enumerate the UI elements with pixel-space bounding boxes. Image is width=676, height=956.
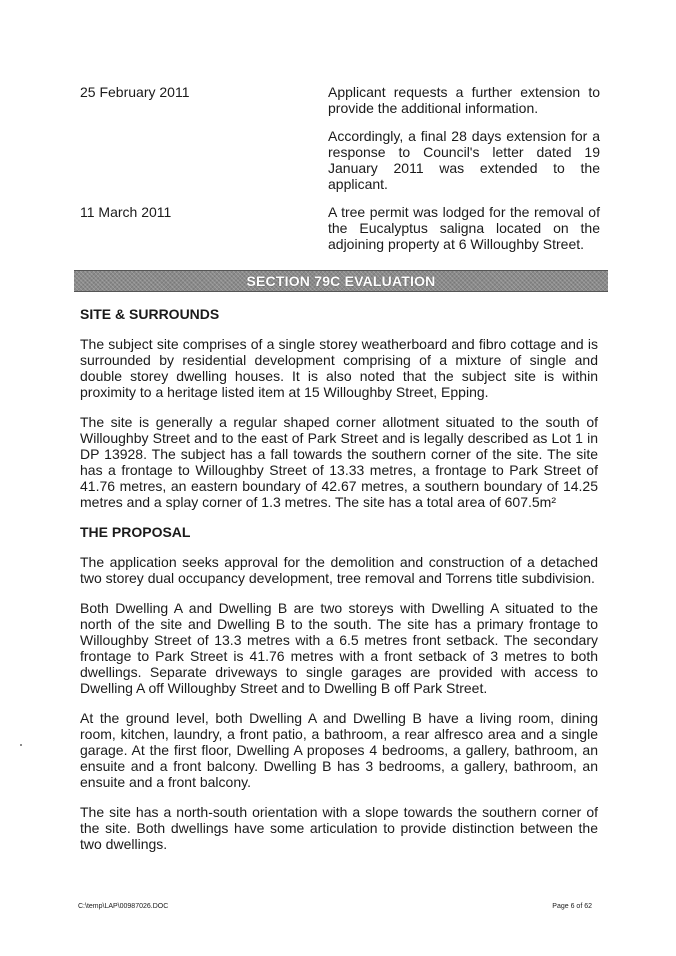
timeline-table [80,84,600,264]
timeline-row [80,84,600,204]
body-paragraph: The site has a north-south orientation with a slope towards the southern corner of the site. Both dwellings have some articulation to provide distinction between the two dwellings. [80,804,598,852]
timeline-paragraph: Accordingly, a final 28 days extension for a response to Council's letter dated 19 January 2011 was extended to the applicant. [328,128,600,192]
main-content [80,306,598,866]
body-paragraph: Both Dwelling A and Dwelling B are two storeys with Dwelling A situated to the north of the site and Dwelling B to the south. The site has a primary frontage to Willoughby Street of 13.3 metres with a 6.5 metres front setback. The secondary frontage to Park Street is 41.76 metres with a front setback of 3 metres to both dwellings. Separate driveways to single garages are provided with access to Dwelling A off Willoughby Street and to Dwelling B off Park Street. [80,600,598,696]
timeline-date: 25 February 2011 [80,84,190,100]
footer-page-number: Page 6 of 62 [552,903,592,910]
timeline-row [80,204,600,264]
body-paragraph: At the ground level, both Dwelling A and Dwelling B have a living room, dining room, kitchen, laundry, a front patio, a bathroom, a rear alfresco area and a single garage. At the first floor, Dwelling A proposes 4 bedrooms, a gallery, bathroom, an ensuite and a front balcony. Dwelling B has 3 bedrooms, a gallery, bathroom, an ensuite and a front balcony. [80,710,598,790]
timeline-date: 11 March 2011 [80,204,172,220]
timeline-paragraph: A tree permit was lodged for the removal of the Eucalyptus saligna located on the adjoining property at 6 Willoughby Street. [328,204,600,252]
body-paragraph: The application seeks approval for the demolition and construction of a detached two storey dual occupancy development, tree removal and Torrens title subdivision. [80,554,598,586]
body-paragraph: The subject site comprises of a single storey weatherboard and fibro cottage and is surrounded by residential development comprising of a mixture of single and double storey dwelling houses. It is also noted that the subject site is within proximity to a heritage listed item at 15 Willoughby Street, Epping. [80,336,598,400]
proposal-heading: THE PROPOSAL [80,524,191,540]
site-surrounds-heading: SITE & SURROUNDS [80,306,220,322]
timeline-description [328,84,600,204]
section-banner [74,270,608,292]
timeline-paragraph: Applicant requests a further extension to provide the additional information. [328,84,600,116]
body-paragraph: The site is generally a regular shaped corner allotment situated to the south of Willoughby Street and to the east of Park Street and is legally described as Lot 1 in DP 13928. The subject has a fall towards the southern corner of the site. The site has a frontage to Willoughby Street of 13.33 metres, a frontage to Park Street of 41.76 metres, an eastern boundary of 42.67 metres, a southern boundary of 14.25 metres and a splay corner of 1.3 metres. The site has a total area of 607.5m² [80,414,598,510]
margin-mark [20,744,22,746]
section-banner-title: SECTION 79C EVALUATION [246,273,436,289]
timeline-description [328,204,600,264]
footer-file-path: C:\temp\LAP\00987026.DOC [78,903,169,910]
